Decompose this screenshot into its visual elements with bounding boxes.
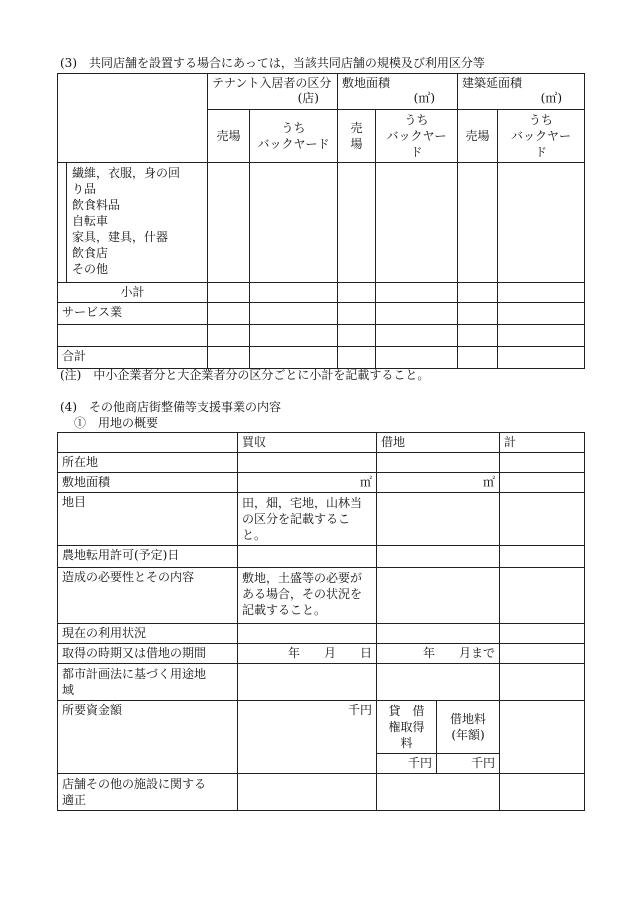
col-total: 計 <box>500 433 585 453</box>
lease-right-unit: 千円 <box>377 754 437 774</box>
period-purchase: 年 月 日 <box>238 644 377 664</box>
site-area-lease-unit: ㎡ <box>377 473 500 493</box>
row-current-use: 現在の利用状況 <box>58 624 238 644</box>
row-zoning: 都市計画法に基づく用途地 域 <box>58 664 238 701</box>
sub-sales: 売場 <box>208 110 250 163</box>
row-location: 所在地 <box>58 453 238 473</box>
section3-heading: (3) 共同店舗を設置する場合にあっては，当該共同店舗の規模及び利用区分等 <box>60 56 485 70</box>
col-tenant: テナント入居者の区分 (店) <box>208 74 338 110</box>
period-lease: 年 月まで <box>377 644 500 664</box>
blank-row <box>58 325 208 347</box>
sub-backyard: うち バックヤード <box>250 110 338 163</box>
section3-note: (注) 中小企業者分と大企業者分の区分ごとに小計を記載すること。 <box>60 368 430 382</box>
sub-sales-site: 売 場 <box>338 110 376 163</box>
row-funds: 所要資金額 <box>58 701 238 774</box>
land-type-note: 田，畑，宅地，山林当 の区分を記載するこ と。 <box>238 493 377 546</box>
row-facilities: 店舗その他の施設に関する 適正 <box>58 774 238 811</box>
lease-annual-fee: 借地料 (年額) <box>437 701 500 754</box>
row-land-type: 地目 <box>58 493 238 546</box>
categories-cell: 繊維，衣服，身の回 り品 飲食料品 自転車 家具，建具，什器 飲食店 その他 <box>58 163 208 283</box>
lease-fee-unit: 千円 <box>437 754 500 774</box>
header-blank-2 <box>58 433 238 453</box>
sub-sales-floor: 売場 <box>458 110 498 163</box>
row-grading: 造成の必要性とその内容 <box>58 568 238 624</box>
sub-backyard-floor: うち バックヤー ド <box>498 110 585 163</box>
section4-subheading: ① 用地の概要 <box>74 416 159 430</box>
shared-store-table <box>57 73 585 369</box>
col-site-area: 敷地面積 (㎡) <box>338 74 458 110</box>
section4-heading: (4) その他商店街整備等支援事業の内容 <box>60 400 281 414</box>
funds-purchase-unit: 千円 <box>238 701 377 774</box>
sub-backyard-site: うち バックヤー ド <box>376 110 458 163</box>
row-farmland-permit: 農地転用許可(予定)日 <box>58 546 238 568</box>
col-floor-area: 建築延面積 (㎡) <box>458 74 585 110</box>
grading-note: 敷地，土盛等の必要が ある場合，その状況を 記載すること。 <box>238 568 377 624</box>
service-label: サービス業 <box>58 303 208 325</box>
subtotal-label: 小計 <box>58 283 208 303</box>
site-area-purchase-unit: ㎡ <box>238 473 377 493</box>
row-period: 取得の時期又は借地の期間 <box>58 644 238 664</box>
col-lease: 借地 <box>377 433 500 453</box>
total-label: 合計 <box>58 347 208 369</box>
land-overview-table <box>57 432 585 811</box>
header-blank <box>58 74 208 163</box>
col-purchase: 買収 <box>238 433 377 453</box>
row-site-area: 敷地面積 <box>58 473 238 493</box>
lease-right-fee: 貸 借 権取得 料 <box>377 701 437 754</box>
